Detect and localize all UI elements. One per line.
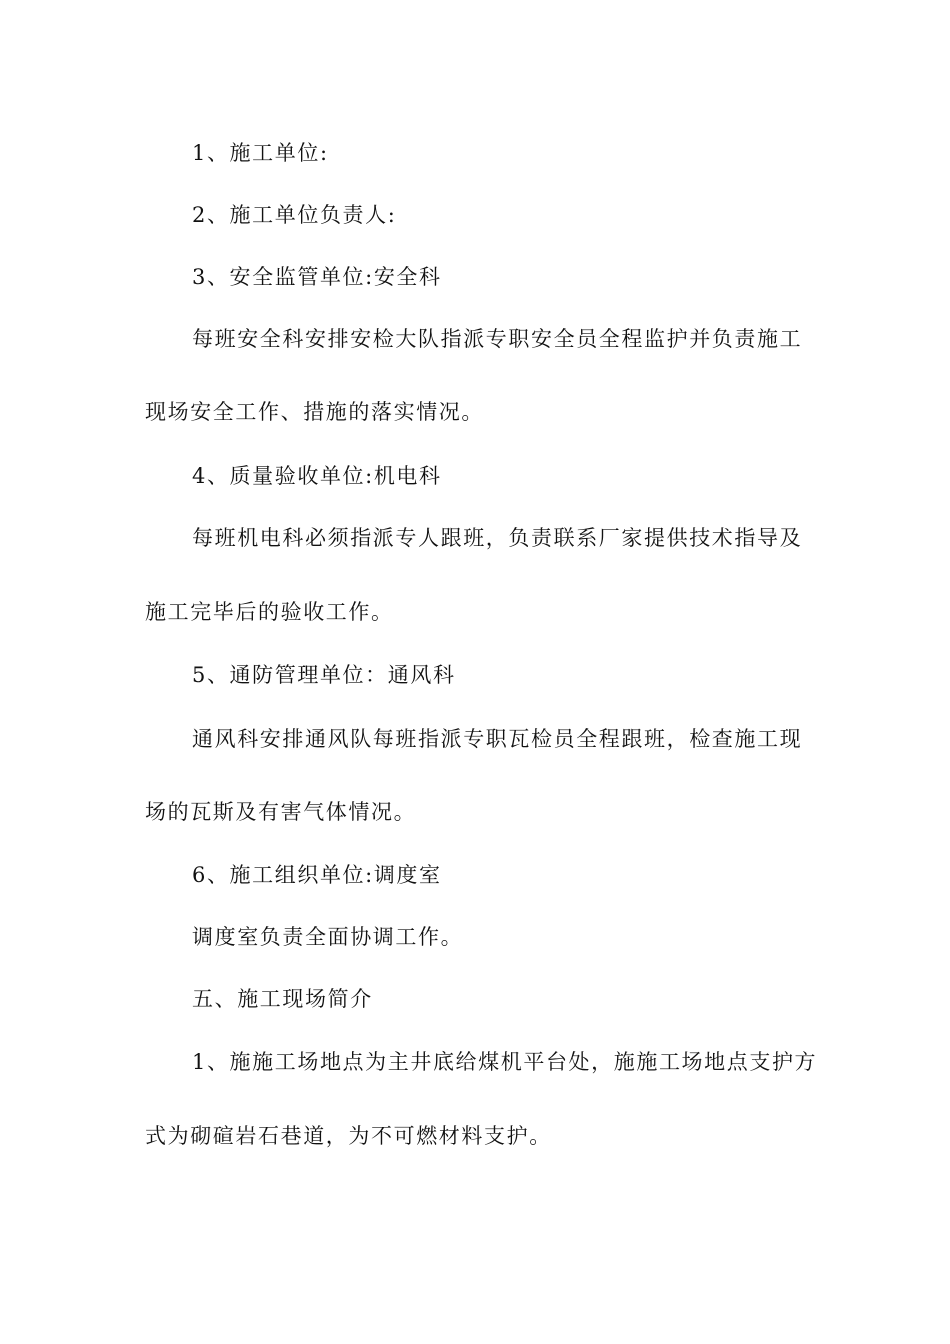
paragraph-organization: 调度室负责全面协调工作。 bbox=[192, 925, 464, 949]
item-safety-supervision-unit: 3、安全监管单位:安全科 bbox=[192, 265, 442, 289]
paragraph-quality-line-1: 每班机电科必须指派专人跟班，负责联系厂家提供技术指导及 bbox=[192, 526, 803, 550]
paragraph-ventilation-line-2: 场的瓦斯及有害气体情况。 bbox=[145, 800, 417, 824]
item-construction-unit: 1、施工单位: bbox=[192, 141, 329, 165]
paragraph-quality-line-2: 施工完毕后的验收工作。 bbox=[145, 600, 394, 624]
item-construction-unit-leader: 2、施工单位负责人: bbox=[192, 203, 397, 227]
paragraph-safety-line-2: 现场安全工作、措施的落实情况。 bbox=[145, 400, 484, 424]
item-quality-acceptance-unit: 4、质量验收单位:机电科 bbox=[192, 464, 442, 488]
paragraph-site-line-1: 1、施施工场地点为主井底给煤机平台处，施施工场地点支护方 bbox=[192, 1050, 818, 1074]
paragraph-safety-line-1: 每班安全科安排安检大队指派专职安全员全程监护并负责施工 bbox=[192, 327, 803, 351]
item-ventilation-unit: 5、通防管理单位：通风科 bbox=[192, 663, 456, 687]
section-heading-site-overview: 五、施工现场简介 bbox=[192, 987, 373, 1011]
paragraph-site-line-2: 式为砌碹岩石巷道，为不可燃材料支护。 bbox=[145, 1124, 552, 1148]
paragraph-ventilation-line-1: 通风科安排通风队每班指派专职瓦检员全程跟班，检查施工现 bbox=[192, 727, 803, 751]
item-organization-unit: 6、施工组织单位:调度室 bbox=[192, 863, 442, 887]
